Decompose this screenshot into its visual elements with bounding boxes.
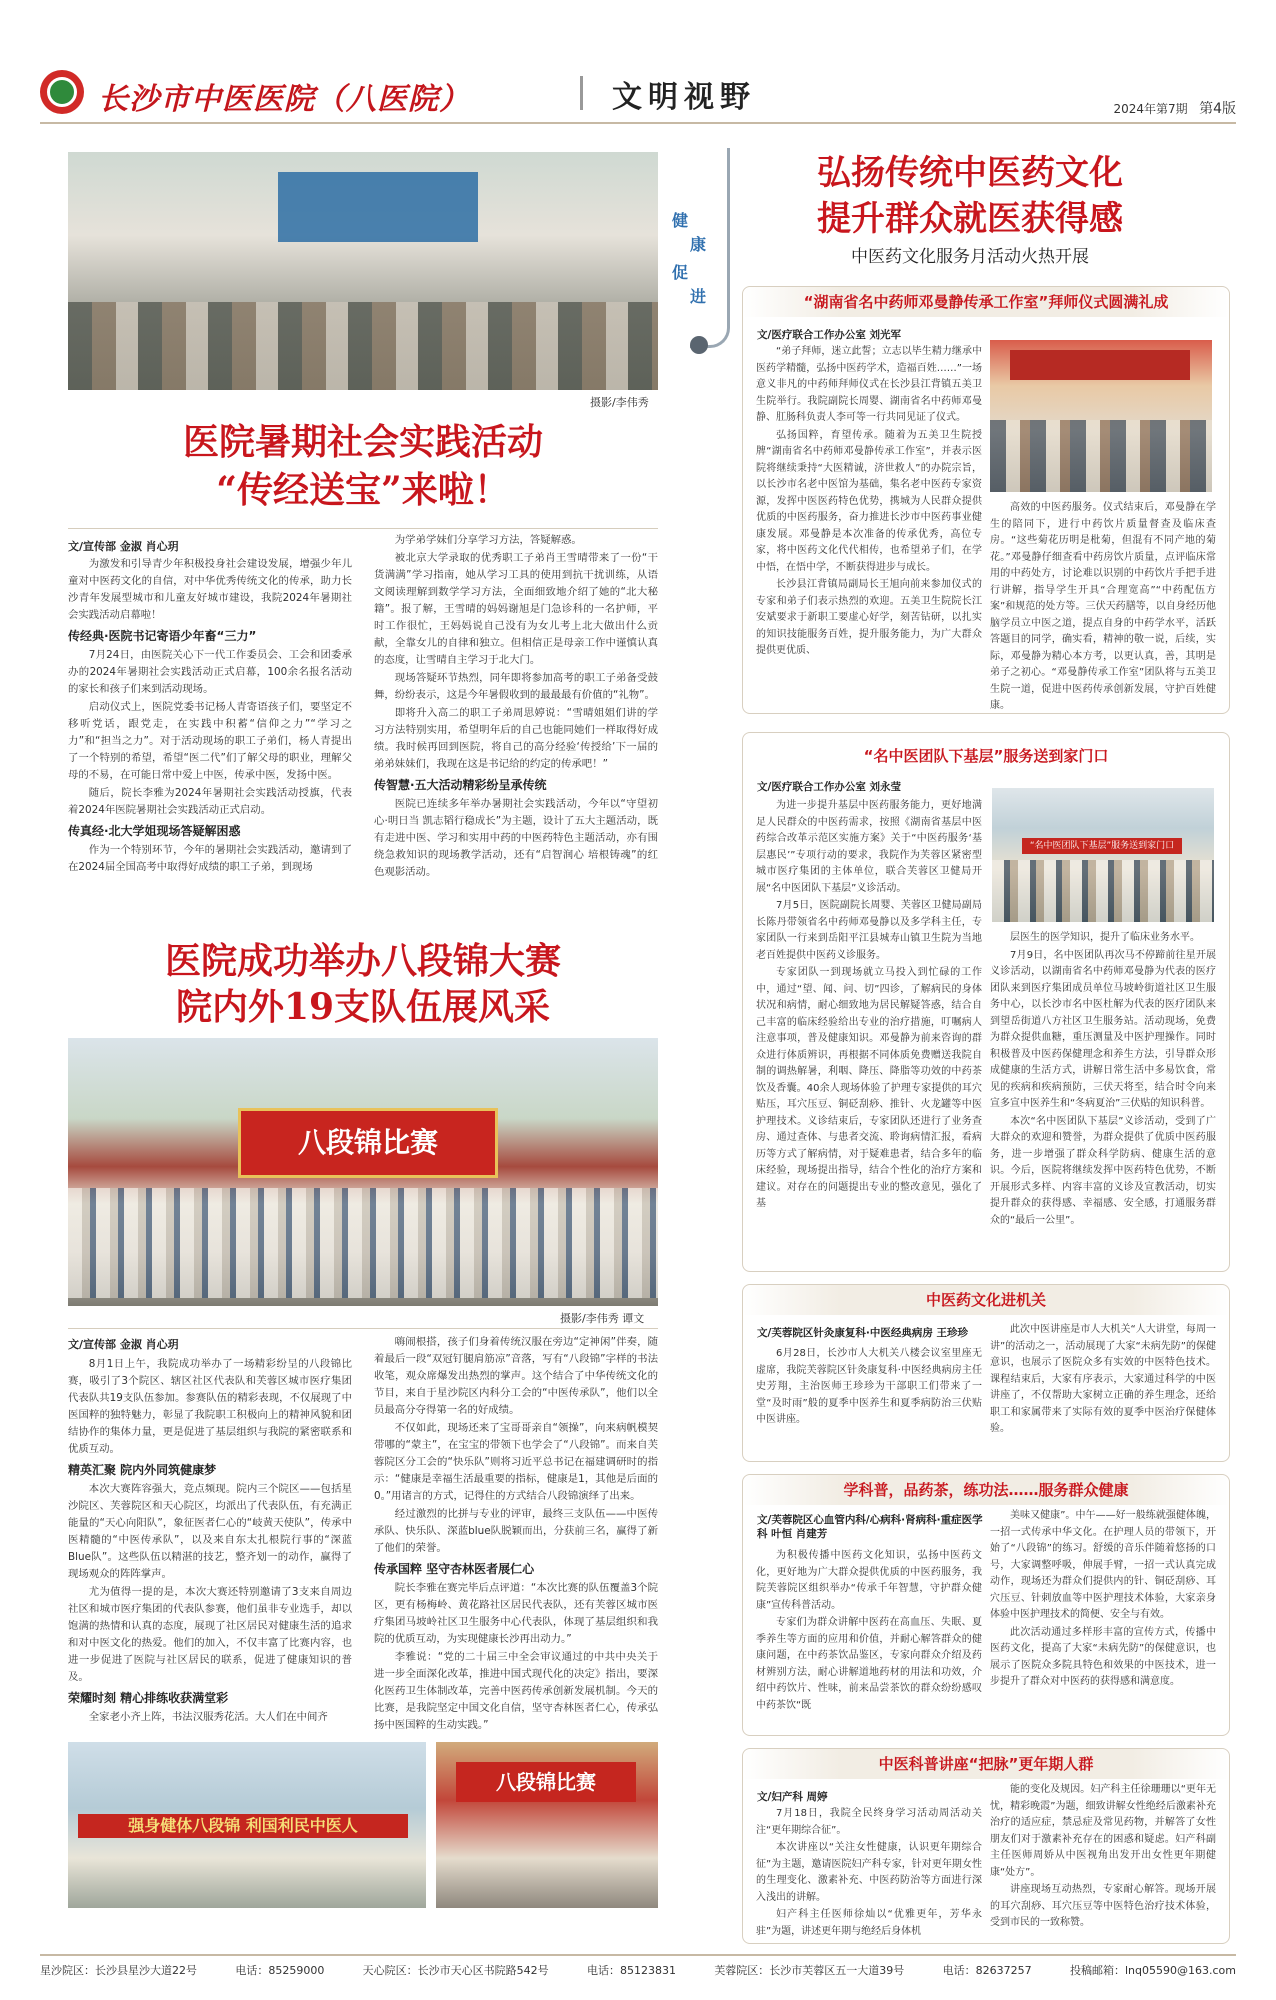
paragraph: 启动仪式上，医院党委书记杨人青寄语孩子们，要坚定不移听党话，跟党走，在实践中积蓄“信仰之力”“学习之力”和“担当之力”。对于活动现场的职工子弟们，杨人青提出了一个特别的希望，希望“医二代”们了解父母的职业，理解父母的不易，在可能日常中爱上中医，传承中医，发扬中医。: [68, 701, 352, 781]
issue-number: 2024年第7期: [1113, 102, 1188, 116]
box-title: “湖南省名中药师邓曼静传承工作室”拜师仪式圆满礼成: [743, 287, 1229, 317]
photo-banner: 八段锦比赛: [456, 1762, 636, 1802]
paragraph: 为激发和引导青少年积极投身社会建设发展，增强少年儿童对中医药文化的自信，对中华优秀传统文化的传承，助力长沙青年发展型城市和儿童友好城市建设，我院2024年暑期社会实践活动启幕啦！: [68, 558, 352, 621]
paragraph: 为进一步提升基层中医药服务能力，更好地满足人民群众的中医药需求，按照《湖南省基层中医药综合改革示范区实施方案》关于“中医药服务‘基层惠民’”专项行动的要求，我院作为芙蓉区紧密型城市医疗集团的主体单位，联合芙蓉区卫健局开展“名中医团队下基层”义诊活动。: [756, 800, 982, 894]
box3-column-2: [990, 1322, 1216, 1456]
paragraph: 7月5日，医院副院长周婴、芙蓉区卫健局副局长陈丹带领省名中药师邓曼静以及多学科主任，专家团队一行来到岳阳平江县城寿山镇卫生院为当地老百姓提供中医药义诊服务。: [756, 900, 982, 961]
box1-column-2: [990, 500, 1216, 710]
paragraph: 本次大赛阵容强大，竞点频现。院内三个院区——包括星沙院区、芙蓉院区和天心院区，均派出了代表队伍，有充满正能量的“天心向阳队”，象征医者仁心的“岐黄天使队”，传承中医精髓的“中医传承队”，以及来自东太扎根院行事的“深蓝Blue队”。这些队伍以精湛的技艺，整齐划一的动作，赢得了现场观众的阵阵掌声。: [68, 1483, 352, 1580]
health-promotion-deco: [672, 150, 732, 350]
paragraph: 不仅如此，现场还来了宝哥哥亲自“领操”，向来病帆模契带哪的“蒙主”，在宝宝的带领下也学会了“八段锦”。而来自芙蓉院区分工会的“快乐队”则将习近平总书记在福建调研时的指示：“健康是幸福生活最重要的指标，健康是1，其他是后面的0。”用诸言的方式，记得住的方式结合八段锦演绎了出来。: [374, 1422, 658, 1502]
paragraph: 院长李雅在赛完毕后点评道：“本次比赛的队伍覆盖3个院区，更有杨梅岭、黄花路社区居民代表队，还有芙蓉区城市医疗集团马坡岭社区卫生服务中心代表队，体现了基层组织和我院的优质互动，为实现健康长沙再出动力。”: [374, 1582, 658, 1645]
section-title: 文明视野: [612, 80, 756, 115]
apprentice-ceremony-photo: [990, 340, 1212, 492]
header-rule: [40, 122, 1236, 124]
footer-contacts: [40, 1962, 1236, 1978]
paragraph: 嗨闹根搭，孩子们身着传统汉服在旁边“定神闲”伴奏，随着最后一段“双冠钉腿肩筋凉”音落，写有“八段锦”字样的书法收笔，观众席爆发出热烈的掌声。这个结合了中华传统文化的节目，来自于星沙院区内科分工会的“中医传承队”，他们以全员最高分夺得第一名的好成绩。: [374, 1336, 658, 1416]
deco-char: 康: [690, 235, 707, 254]
summer-byline: 文/宣传部 金淑 肖心玥: [68, 540, 179, 553]
paragraph: 妇产科主任医师徐灿以“优雅更年，芳华永驻”为题，讲述更年期与绝经后身体机: [756, 1909, 982, 1937]
footer-item: 芙蓉院区：长沙市芙蓉区五一大道39号: [714, 1964, 905, 1977]
paragraph: 专家团队一到现场就立马投入到忙碌的工作中，通过“望、闻、问、切”四诊，了解病民的身体状况和病情，耐心细致地为居民解疑答惑，结合自己丰富的临床经验给出专业的治疗措施，叮嘱病人注意事项，普及健康知识。邓曼静为前来咨询的群众进行体质辨识，再根据不同体质免费赠送我院自制的调热解暑，利咽、降压、降脂等功效的中药茶饮及香囊。40余人现场体验了护理专家提供的耳穴贴压，耳穴压豆、铜砭刮痧、推针、火龙罐等中医护理技术。义诊结束后，专家团队还进行了业务查房、通过查体、与患者交流、聆询病情汇报，看病历等方式了解病情，对于疑难患者，结合多年的临床经验，现场提出指导，结合个性化的治疗方案和建议。对存在的问题提出专业的整改意见，强化了基: [756, 967, 982, 1209]
right-main-title: [760, 150, 1180, 242]
subheading: 传经典·医院书记寄语少年畜“三力”: [68, 629, 257, 643]
paragraph: 全家老小齐上阵，书法汉服秀花活。大人们在中间齐: [88, 1711, 328, 1723]
baduan-kids-photo: [68, 1742, 426, 1908]
photo-credit: 摄影/李伟秀: [590, 396, 649, 409]
paragraph: 8月1日上午，我院成功举办了一场精彩纷呈的八段锦比赛，吸引了3个院区、辖区社区代表队和芙蓉区城市医疗集团代表队共19支队伍参加。参赛队伍的精彩表现，不仅展现了中医国粹的独特魅力，彰显了我院职工积极向上的精神风貌和团结协作的集体力量，更是促进了基层组织与我院的紧密联系和优质互动。: [68, 1358, 352, 1455]
subheading: 荣耀时刻 精心排练收获满堂彩: [68, 1691, 229, 1705]
issue-info: [1113, 98, 1236, 118]
divider: [68, 528, 658, 529]
footer-rule: [40, 1954, 1236, 1956]
paragraph: 即将升入高二的职工子弟周思婷说：“雪晴姐姐们讲的学习方法特别实用，希望明年后的自己也能同她们一样取得好成绩。我时候再回到医院，将自己的高分经验‘传授给’下一届的弟弟妹妹们，我现在这是书记给的约定的传承吧！”: [374, 707, 658, 770]
footer-item: 电话：85123831: [586, 1964, 676, 1977]
footer-item: 星沙院区：长沙县星沙大道22号: [40, 1964, 197, 1977]
box-byline: 文/芙蓉院区心血管内科/心病科·肾病科·重症医学科 叶恒 肖建芳: [757, 1514, 983, 1540]
paragraph: 作为一个特别环节，今年的暑期社会实践活动，邀请到了在2024届全国高考中取得好成绩的职工子弟，到现场: [68, 844, 352, 873]
subheading: 传智慧·五大活动精彩纷呈承传统: [374, 778, 547, 792]
paragraph: 尤为值得一提的是，本次大赛还特别邀请了3支来自周边社区和城市医疗集团的代表队参赛，他们虽非专业选手，却以饱满的热情和认真的态度，展现了社区居民对健康生活的追求和对中医文化的热爱。他们的加入，不仅丰富了比赛内容，也进一步促进了医院与社区居民的联系，促进了健康知识的普及。: [68, 1586, 352, 1683]
paragraph: 此次活动通过多样形丰富的宣传方式，传播中医药文化，提高了大家“未病先防”的保健意识，也展示了医院众多院具特色和效果的中医技术，进一步提升了群众对中医药的获得感和满意度。: [990, 1626, 1216, 1687]
photo-banner: “名中医团队下基层”服务送到家门口: [1022, 838, 1182, 854]
footer-item: 天心院区：长沙市天心区书院路542号: [362, 1964, 549, 1977]
box5-column-1: [756, 1806, 982, 1940]
divider: [68, 1328, 658, 1329]
paragraph: 层医生的医学知识，提升了临床业务水平。: [1010, 932, 1200, 943]
paragraph: 讲座现场互动热烈，专家耐心解答。现场开展的耳穴刮痧、耳穴压豆等中医特色治疗技术体验，受到市民的一致称赞。: [990, 1884, 1216, 1928]
header-divider: [580, 76, 583, 110]
right-subtitle: 中医药文化服务月活动火热开展: [851, 247, 1089, 267]
subheading: 传承国粹 坚守杏林医者展仁心: [374, 1562, 535, 1576]
paragraph: 被北京大学录取的优秀职工子弟肖王雪晴带来了一份“干货满满”学习指南，她从学习工具的使用到抗干扰训练，从语文阅读理解到数学学习方法，全面细致地介绍了她的“北大秘籍”。报了解，王雪晴的妈妈谢旭是门急诊科的一名护师，平时工作很忙，王妈妈说自己没有为女儿考上北大做出什么贡献，全靠女儿的自律和独立。但相信正是母亲工作中谨慎认真的态度，让雪晴自主学习于北大门。: [374, 552, 658, 666]
summer-article-title: [68, 418, 658, 514]
footer-item: 电话：85259000: [235, 1964, 325, 1977]
baduan-column-2: [374, 1334, 658, 1730]
subheading: 传真经·北大学姐现场答疑解困惑: [68, 824, 241, 838]
paragraph: 本次讲座以“关注女性健康，认识更年期综合征”为主题，邀请医院妇产科专家，针对更年期女性的生理变化、激素补充、中医药防治等方面进行深入浅出的讲解。: [756, 1842, 982, 1903]
paragraph: 7月24日，由医院关心下一代工作委员会、工会和团委承办的2024年暑期社会实践活动正式启幕，100余名报名活动的家长和孩子们来到活动现场。: [68, 649, 352, 695]
box4-column-1: [756, 1548, 982, 1732]
box-title: 中医科普讲座“把脉”更年期人群: [743, 1749, 1229, 1779]
paragraph: 随后，院长李雅为2024年暑期社会实践活动授旗，代表着2024年医院暑期社会实践活动正式启动。: [68, 787, 352, 816]
paragraph: 为学弟学妹们分享学习方法，答疑解惑。: [394, 534, 582, 546]
box-byline: 文/芙蓉院区针灸康复科·中医经典病房 王珍珍: [757, 1327, 968, 1339]
baduan-article-title: [68, 938, 658, 1030]
footer-email[interactable]: 投稿邮箱：lnq05590@163.com: [1069, 1964, 1236, 1977]
deco-char: 进: [690, 287, 707, 306]
box2-column-2: [990, 930, 1216, 1268]
box2-column-1: [756, 798, 982, 1268]
paragraph: 美味又健康”。中午——好一般练就强健体魄，一招一式传承中华文化。在护理人员的带领下，开始了“八段锦”的练习。舒缓的音乐伴随着悠扬的口号，大家调整呼吸，伸展手臂，一招一式认真完成动作，现场还为群众们提供内的针、铜砭刮痧、耳穴压豆、针刺放血等中医护理技术体验，大家亲身体验中医护理技术的简便、安全与有效。: [990, 1510, 1216, 1620]
deco-char: 健: [672, 211, 689, 230]
paragraph: 此次中医讲座是市人大机关“人大讲堂，每周一讲”的活动之一，活动展现了大家“未病先防”的保健意识，也展示了医院众多有实效的中医特色技术。课程结束后，大家有序表示，大家通过科学的中医讲座了，不仅帮助大家树立正确的养生理念，还给职工和家属带来了实际有效的夏季中医治疗保健体验。: [990, 1324, 1216, 1434]
paragraph: “弟子拜师，迷立此誓；立志以毕生精力继承中医药学精髓，弘扬中医药学术，造福百姓……”一场意义非凡的中药师拜师仪式在长沙县江背镇五美卫生院举行。我院副院长周婴、湖南省名中药师邓曼静、肛肠科负责人李可等一行共同见证了仪式。: [756, 346, 982, 423]
paragraph: 长沙县江背镇局副局长王旭向前来参加仪式的专家和弟子们表示热烈的欢迎。五美卫生院院长江安斌要求于新职工要虚心好学，刻苦钻研，以扎实的知识技能服务百姓，提升服务能力，为广大群众提供更优质、: [756, 579, 982, 656]
masthead: [40, 62, 1236, 126]
box4-column-2: [990, 1508, 1216, 1732]
paragraph: 为积极传播中医药文化知识，弘扬中医药文化，更好地为广大群众提供优质的中医药服务，我院芙蓉院区组织举办“传承千年智慧，守护群众健康”宣传科普活动。: [756, 1550, 982, 1611]
summer-column-1: [68, 556, 352, 924]
box-byline: 文/妇产科 周婷: [757, 1791, 828, 1803]
title-line: 弘扬传统中医药文化: [817, 153, 1123, 193]
paragraph: 李雅说：“党的二十届三中全会审议通过的中共中央关于进一步全面深化改革，推进中国式现代化的决定》指出，要深化医药卫生体制改革，完善中医药传承创新发展机制。今天的比赛，是我院坚定中国文化自信，坚守杏林医者仁心，传承弘扬中医国粹的生动实践。”: [374, 1651, 658, 1730]
box-title: 学科普，品药茶，练功法……服务群众健康: [743, 1475, 1229, 1505]
subheading: 精英汇聚 院内外同筑健康梦: [68, 1463, 217, 1477]
box-byline: 文/医疗联合工作办公室 刘光军: [757, 329, 901, 341]
hospital-name-logo: 长沙市中医医院（八医院）: [98, 82, 470, 117]
title-line: 院内外19支队伍展风采: [175, 986, 551, 1028]
title-line: 医院暑期社会实践活动: [182, 421, 543, 463]
paragraph: 高效的中医药服务。仪式结束后，邓曼静在学生的陪同下，进行中药饮片质量督查及临床查房。“这些菊花历明是枇菊，但混有不同产地的菊花。”邓曼静仔细查看中药房饮片质量，点评临床常用的中药处方，讨论难以识别的中药饮片手把手进行讲解，指导学生开具“合理宽高”“中药配伍方案”和规范的处方等。三伏天药膳等，以自身经历他脑学员立中医之道，提点自身的中药学水平，活跃答题目的同学，确实看，精神的敬一说，后续，实际，邓曼静为精心本方考，以更认真，善，其明是弟子之初心。“邓曼静传承工作室”团队将与五美卫生院一道，促进中医药传承创新发展，守护百姓健康。: [990, 502, 1216, 710]
photo-banner: 强身健体八段锦 利国利民中医人: [78, 1814, 408, 1838]
hospital-logo-icon: [40, 70, 84, 114]
box5-column-2: [990, 1782, 1216, 1940]
community-team-photo: [992, 788, 1214, 922]
baduan-column-1: [68, 1356, 352, 1730]
baduan-byline: 文/宣传部 金淑 肖心玥: [68, 1338, 179, 1351]
box-title: 中医药文化进机关: [743, 1285, 1229, 1315]
paragraph: 6月28日，长沙市人大机关八楼会议室里座无虚席，我院芙蓉院区针灸康复科·中医经典病房主任史芳翔，主治医师王珍珍为干部职工们带来了一堂“及时雨”般的夏季中医养生和夏季病防治三伏贴中医讲座。: [756, 1348, 982, 1425]
title-line: “传经送宝”来啦！: [216, 469, 510, 511]
paragraph: 现场答疑环节热烈，同年即将参加高考的职工子弟备受鼓舞，纷纷表示，这是今年暑假收到的最最最有价值的“礼物”。: [374, 672, 658, 701]
paragraph: 7月9日，名中医团队再次马不停蹄前往星开展义诊活动，以湖南省名中药师邓曼静为代表的医疗团队来到医疗集团成员单位马坡岭街道社区卫生服务中心，以长沙市名中医杜解为代表的医疗团队来到望岳街道八方社区卫生服务站。活动现场，免费为群众提供血糖，重压测量及中医护理操作。同时积极普及中医药保健理念和养生方法，引导群众形成健康的生活方式，讲解日常生活中多易饮食，常见的疾病和疾病预防，三伏天将至，结合时令向来宣多宣中医养生和“冬病夏治”三伏贴的知识科普。: [990, 949, 1216, 1109]
title-line: 提升群众就医获得感: [817, 199, 1123, 239]
box-byline: 文/医疗联合工作办公室 刘永莹: [757, 781, 901, 793]
page-number: 第4版: [1199, 101, 1236, 117]
paragraph: 7月18日，我院全民终身学习活动周活动关注“更年期综合征”。: [756, 1808, 982, 1836]
paragraph: 弘扬国粹，育望传承。随着为五美卫生院授牌“湖南省名中药师邓曼静传承工作室”，并表示医院将继续秉持“大医精诚，济世救人”的办院宗旨，以长沙市名老中医馆为基础，集名老中医药专家资源，发挥中医医药特色优势，携城为人民群众提供优质的中医药服务，奋力推进长沙市中医药事业健康发展。邓曼静是本次准备的传承优秀，高位专家，将中医药文化代代相传，也希望弟子们，在学中悟，在悟中学，不断获得进步与成长。: [756, 429, 982, 573]
title-line: 医院成功举办八段锦大赛: [164, 940, 561, 982]
paragraph: 经过激烈的比拼与专业的评审，最终三支队伍——中医传承队、快乐队、深蓝blue队脱颖而出，分获前三名，赢得了新了他们的荣誉。: [374, 1508, 658, 1554]
box1-column-1: [756, 344, 982, 710]
paragraph: 专家们为群众讲解中医药在高血压、失眠、夏季养生等方面的应用和价值，并耐心解答群众的健康问题，在中药茶饮品鉴区，专家向群众介绍及药材辨别方法，耐心讲解道地药材的用法和功效，介绍中药饮片、性味，前来品尝茶饮的群众纷纷感叹中药茶饮“既: [756, 1617, 982, 1711]
deco-char: 促: [672, 263, 689, 282]
photo-banner: 八段锦比赛: [238, 1108, 498, 1178]
footer-item: 电话：82637257: [942, 1964, 1032, 1977]
photo-credit: 摄影/李伟秀 谭文: [560, 1312, 645, 1325]
baduan-calligraphy-photo: [436, 1742, 658, 1908]
paragraph: 能的变化及规因。妇产科主任徐珊珊以“更年无忧，精彩晚霞”为题，细致讲解女性绝经后激素补充治疗的适应症，禁忌症及常见药物，并解答了女性朋友们对于激素补充存在的困惑和疑虑。妇产科副主任医师周娇从中医视角出发开出女性更年期健康“处方”。: [990, 1784, 1216, 1878]
summer-activity-photo: [68, 152, 658, 390]
summer-column-2: [374, 532, 658, 924]
paragraph: 医院已连续多年举办暑期社会实践活动，今年以“守望初心·明日当 凯志韬行稳成长”为主题，设计了五大主题活动，既有走进中医、学习和实用中药的中医药特色主题活动，亦有围绕急救知识的现场教学活动，还有“启智润心 培根铸魂”的红色观影活动。: [374, 798, 658, 878]
box3-column-1: [756, 1346, 982, 1456]
box-title: “名中医团队下基层”服务送到家门口: [863, 747, 1109, 765]
paragraph: 本次“名中医团队下基层”义诊活动，受到了广大群众的欢迎和赞誉，为群众提供了优质中医药服务，进一步增强了群众科学防病、健康生活的意识。今后，医院将继续发挥中医药特色优势，不断开展形式多样、内容丰富的义诊及宣教活动，切实提升群众的获得感、幸福感、安全感，打通服务群众的“最后一公里”。: [990, 1115, 1216, 1226]
baduan-group-photo: [68, 1038, 658, 1306]
